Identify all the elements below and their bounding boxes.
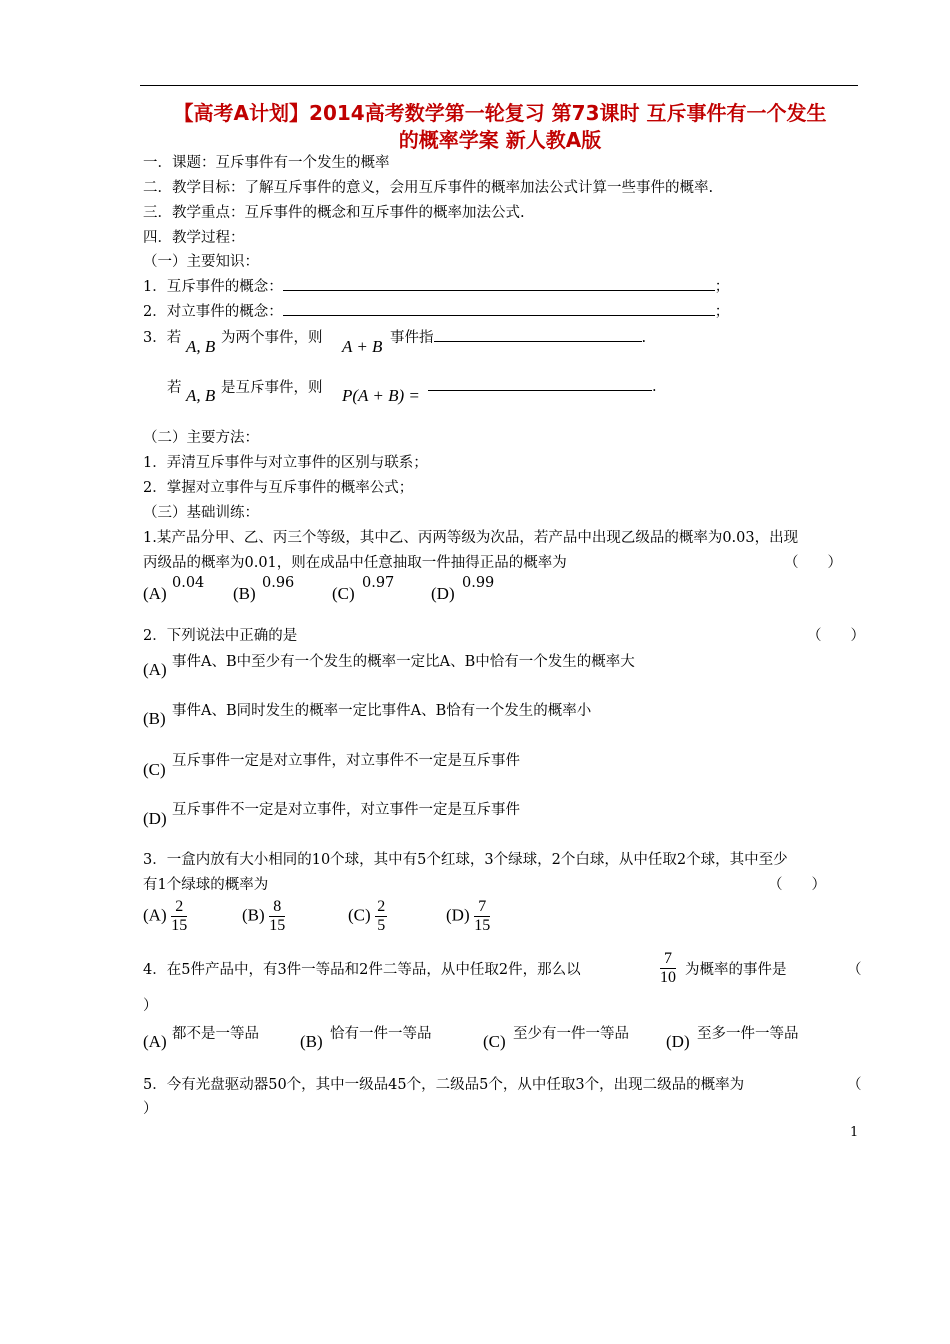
math-a-b: A, B [186, 386, 216, 405]
knowledge-item-1-label: 1．互斥事件的概念： [143, 279, 283, 295]
q2-option-c-label: (C) [143, 760, 166, 779]
q2-option-c-text: 互斥事件一定是对立事件，对立事件不一定是互斥事件 [172, 753, 520, 769]
q1-option-a-value: 0.04 [172, 575, 205, 591]
knowledge-item-3-prefix: 3．若 [143, 330, 182, 346]
answer-paren: （ ） [768, 877, 826, 893]
q1-option-c-value: 0.97 [362, 575, 395, 591]
semicolon: ； [714, 279, 730, 295]
math-p-a-plus-b: P(A + B) = [342, 386, 420, 405]
title-line-2: 的概率学案 新人教A版 [398, 128, 602, 152]
q1-option-a-label: (A) [143, 584, 167, 603]
q1-option-b-label: (B) [233, 584, 256, 603]
fraction-numerator: 7 [660, 950, 676, 969]
knowledge-item-3b-prefix: 若 [167, 380, 182, 396]
knowledge-item-3-suffix [390, 326, 646, 347]
period: . [641, 330, 647, 346]
q4-fraction [660, 950, 676, 987]
q4-option-c-label: (C) [483, 1032, 506, 1051]
fill-blank [434, 327, 642, 342]
answer-paren-open: （ [847, 1077, 862, 1093]
knowledge-item-2 [143, 300, 729, 321]
answer-paren: （ ） [784, 555, 842, 571]
fraction-numerator: 7 [474, 898, 490, 917]
q3-option-d-label: (D) [446, 905, 470, 925]
math-a-b: A, B [186, 337, 216, 356]
knowledge-item-1 [143, 275, 729, 296]
question-1-line-2: 丙级品的概率为0.01，则在成品中任意抽取一件抽得正品的概率为 [143, 555, 567, 571]
answer-paren-close: ） [143, 1101, 158, 1117]
section-objectives: 二．教学目标：了解互斥事件的意义，会用互斥事件的概率加法公式计算一些事件的概率. [143, 180, 714, 196]
q2-option-d-text: 互斥事件不一定是对立事件，对立事件一定是互斥事件 [172, 802, 520, 818]
fraction-numerator: 2 [377, 898, 386, 915]
fill-blank [283, 276, 715, 291]
q4-option-b-text: 恰有一件一等品 [330, 1026, 432, 1042]
fraction [171, 898, 187, 935]
q4-option-d-label: (D) [666, 1032, 690, 1051]
q1-option-c-label: (C) [332, 584, 355, 603]
answer-paren: （ ） [807, 628, 865, 644]
q2-option-b-text: 事件A、B同时发生的概率一定比事件A、B恰有一个发生的概率小 [172, 703, 592, 719]
math-a-plus-b: A + B [342, 337, 383, 356]
q3-option-c [348, 898, 387, 935]
knowledge-heading: （一）主要知识： [143, 254, 259, 270]
training-heading: （三）基础训练： [143, 505, 259, 521]
question-2-stem: 2．下列说法中正确的是 [143, 628, 298, 644]
q4-option-b-label: (B) [300, 1032, 323, 1051]
q4-option-a-label: (A) [143, 1032, 167, 1051]
title-line-1: 【高考A计划】2014高考数学第一轮复习 第73课时 互斥事件有一个发生 [173, 101, 827, 125]
fraction [660, 950, 676, 987]
fraction [474, 898, 490, 935]
q4-option-a-text: 都不是一等品 [172, 1026, 259, 1042]
question-3-line-2: 有1个绿球的概率为 [143, 877, 269, 893]
answer-paren-close: ） [143, 998, 158, 1014]
q2-option-a-text: 事件A、B中至少有一个发生的概率一定比A、B中恰有一个发生的概率大 [172, 654, 635, 670]
q3-option-a [143, 898, 187, 935]
question-5-stem: 5．今有光盘驱动器50个，其中一级品45个，二级品5个，从中任取3个，出现二级品的概率为 [143, 1077, 745, 1093]
q3-option-d [446, 898, 490, 935]
fraction-numerator: 2 [171, 898, 187, 917]
section-topic: 一．课题：互斥事件有一个发生的概率 [143, 155, 390, 171]
fraction-denominator: 10 [660, 969, 676, 986]
q3-option-b-label: (B) [242, 905, 265, 925]
q4-option-d-text: 至多一件一等品 [697, 1026, 799, 1042]
q3-option-a-label: (A) [143, 905, 167, 925]
page-number: 1 [850, 1125, 859, 1140]
question-3-line-1: 3．一盒内放有大小相同的10个球，其中有5个红球，3个绿球，2个白球，从中任取2个球，其中至少 [143, 852, 788, 868]
q3-option-c-label: (C) [348, 905, 371, 925]
q1-option-b-value: 0.96 [262, 575, 295, 591]
methods-item-2: 2．掌握对立事件与互斥事件的概率公式； [143, 480, 414, 496]
question-4-suffix: 为概率的事件是 [685, 962, 787, 978]
q1-option-d-label: (D) [431, 584, 455, 603]
fraction-denominator: 5 [377, 917, 386, 934]
knowledge-item-3b-mid: 是互斥事件，则 [221, 380, 323, 396]
q2-option-b-label: (B) [143, 709, 166, 728]
knowledge-item-2-label: 2．对立事件的概念： [143, 304, 283, 320]
fill-blank [428, 376, 652, 391]
header-rule [140, 85, 858, 86]
fraction-numerator: 8 [269, 898, 285, 917]
fraction-denominator: 15 [474, 917, 491, 934]
q2-option-a-label: (A) [143, 660, 167, 679]
q4-option-c-text: 至少有一件一等品 [513, 1026, 629, 1042]
q3-option-b [242, 898, 285, 935]
semicolon: ； [714, 304, 730, 320]
q1-option-d-value: 0.99 [462, 575, 495, 591]
question-1-line-1: 1.某产品分甲、乙、丙三个等级，其中乙、丙两等级为次品，若产品中出现乙级品的概率为0.03，出现 [143, 530, 799, 546]
knowledge-item-3-mid: 为两个事件，则 [221, 330, 323, 346]
question-4-prefix: 4．在5件产品中，有3件一等品和2件二等品，从中任取2件，那么以 [143, 962, 581, 978]
fill-blank [283, 301, 715, 316]
fraction-denominator: 15 [171, 917, 188, 934]
knowledge-item-3b-blank [428, 376, 657, 395]
knowledge-item-3-label: 事件指 [390, 330, 434, 346]
answer-paren-open: （ [847, 962, 862, 978]
fraction [269, 898, 285, 935]
methods-heading: （二）主要方法： [143, 430, 259, 446]
fraction [375, 898, 387, 935]
q2-option-d-label: (D) [143, 809, 167, 828]
fraction-denominator: 15 [269, 917, 286, 934]
period: . [652, 379, 657, 395]
section-process: 四．教学过程： [143, 230, 245, 246]
methods-item-1: 1．弄清互斥事件与对立事件的区别与联系； [143, 455, 428, 471]
section-focus: 三．教学重点：互斥事件的概念和互斥事件的概率加法公式. [143, 205, 525, 221]
